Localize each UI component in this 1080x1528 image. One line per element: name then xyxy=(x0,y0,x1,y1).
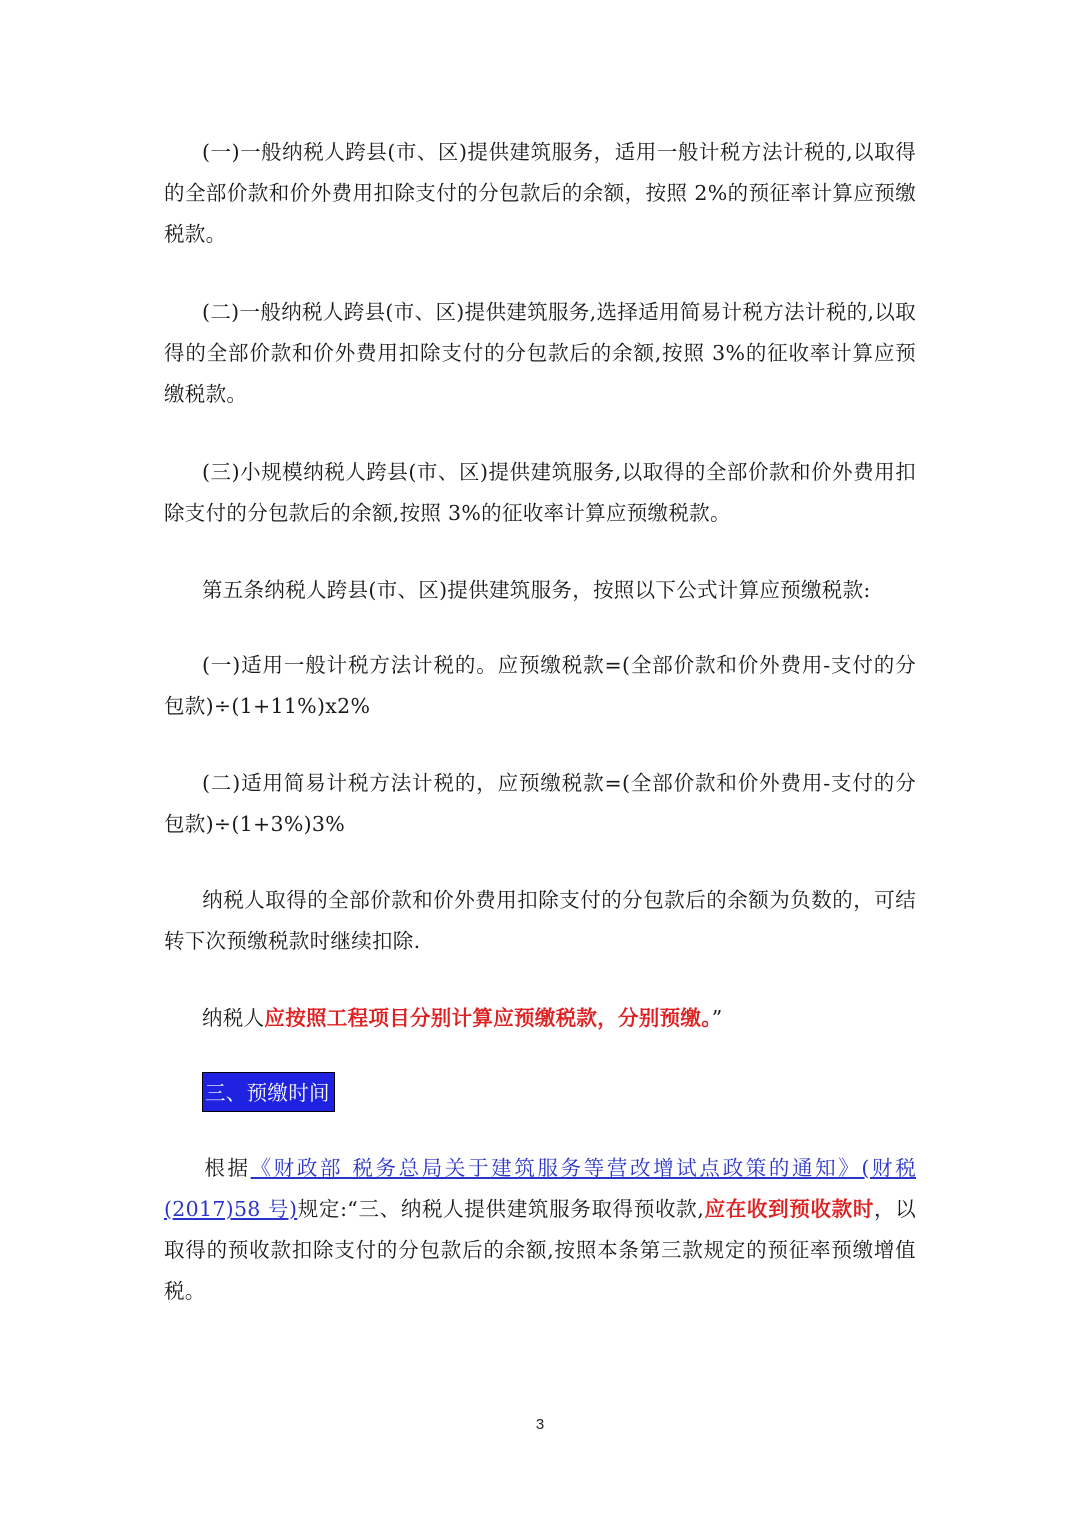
paragraph-formula-general xyxy=(164,645,916,727)
paragraph-text: (二)一般纳税人跨县(市、区)提供建筑服务,选择适用简易计税方法计税的,以取得的全部价款和价外费用扣除支付的分包款后的余额,按照 3%的征收率计算应预缴税款。 xyxy=(164,300,916,406)
section-heading-text: 三、预缴时间 xyxy=(202,1072,335,1112)
paragraph-negative-balance xyxy=(164,880,916,962)
page-number: 3 xyxy=(535,1416,545,1433)
paragraph-text: 规定:“三、纳税人提供建筑服务取得预收款, xyxy=(297,1197,705,1221)
policy-document-link[interactable]: 《财政部 税务总局关于建筑服务等营改增试点政策的通知》(财税(2017)58 号) xyxy=(164,1156,916,1221)
paragraph-small-scale-taxpayer xyxy=(164,452,916,534)
paragraph-text: ，以取得的预收款扣除支付的分包款后的余额,按照本条第三款规定的预征率预缴增值税。 xyxy=(164,1197,917,1303)
emphasis-text: 应在收到预收款时 xyxy=(704,1197,875,1221)
paragraph-text: (一)一般纳税人跨县(市、区)提供建筑服务，适用一般计税方法计税的,以取得的全部价款和价外费用扣除支付的分包款后的余额，按照 2%的预征率计算应预缴税款。 xyxy=(164,140,916,246)
section-heading xyxy=(164,1072,916,1114)
paragraph-separate-prepayment xyxy=(164,998,916,1039)
paragraph-text: (一)适用一般计税方法计税的。应预缴税款=(全部价款和价外费用-支付的分包款)÷(1+11%)x2% xyxy=(164,653,916,718)
paragraph-article-five xyxy=(164,570,916,611)
paragraph-text: 根据 xyxy=(202,1156,251,1180)
paragraph-text: 纳税人取得的全部价款和价外费用扣除支付的分包款后的余额为负数的，可结转下次预缴税款时继续扣除. xyxy=(164,888,916,953)
closing-quote: ” xyxy=(711,1006,723,1030)
paragraph-text: (三)小规模纳税人跨县(市、区)提供建筑服务,以取得的全部价款和价外费用扣除支付的分包款后的余额,按照 3%的征收率计算应预缴税款。 xyxy=(164,460,916,525)
paragraph-general-taxpayer-general-method xyxy=(164,132,916,255)
paragraph-text: (二)适用简易计税方法计税的，应预缴税款=(全部价款和价外费用-支付的分包款)÷(1+3%)3% xyxy=(164,771,916,836)
paragraph-text: 纳税人 xyxy=(202,1006,265,1030)
paragraph-formula-simple xyxy=(164,763,916,845)
paragraph-prepayment-time xyxy=(164,1148,916,1312)
emphasis-text: 应按照工程项目分别计算应预缴税款，分别预缴。 xyxy=(264,1006,712,1030)
paragraph-text: 第五条纳税人跨县(市、区)提供建筑服务，按照以下公式计算应预缴税款: xyxy=(202,578,871,602)
paragraph-general-taxpayer-simple-method xyxy=(164,292,916,415)
